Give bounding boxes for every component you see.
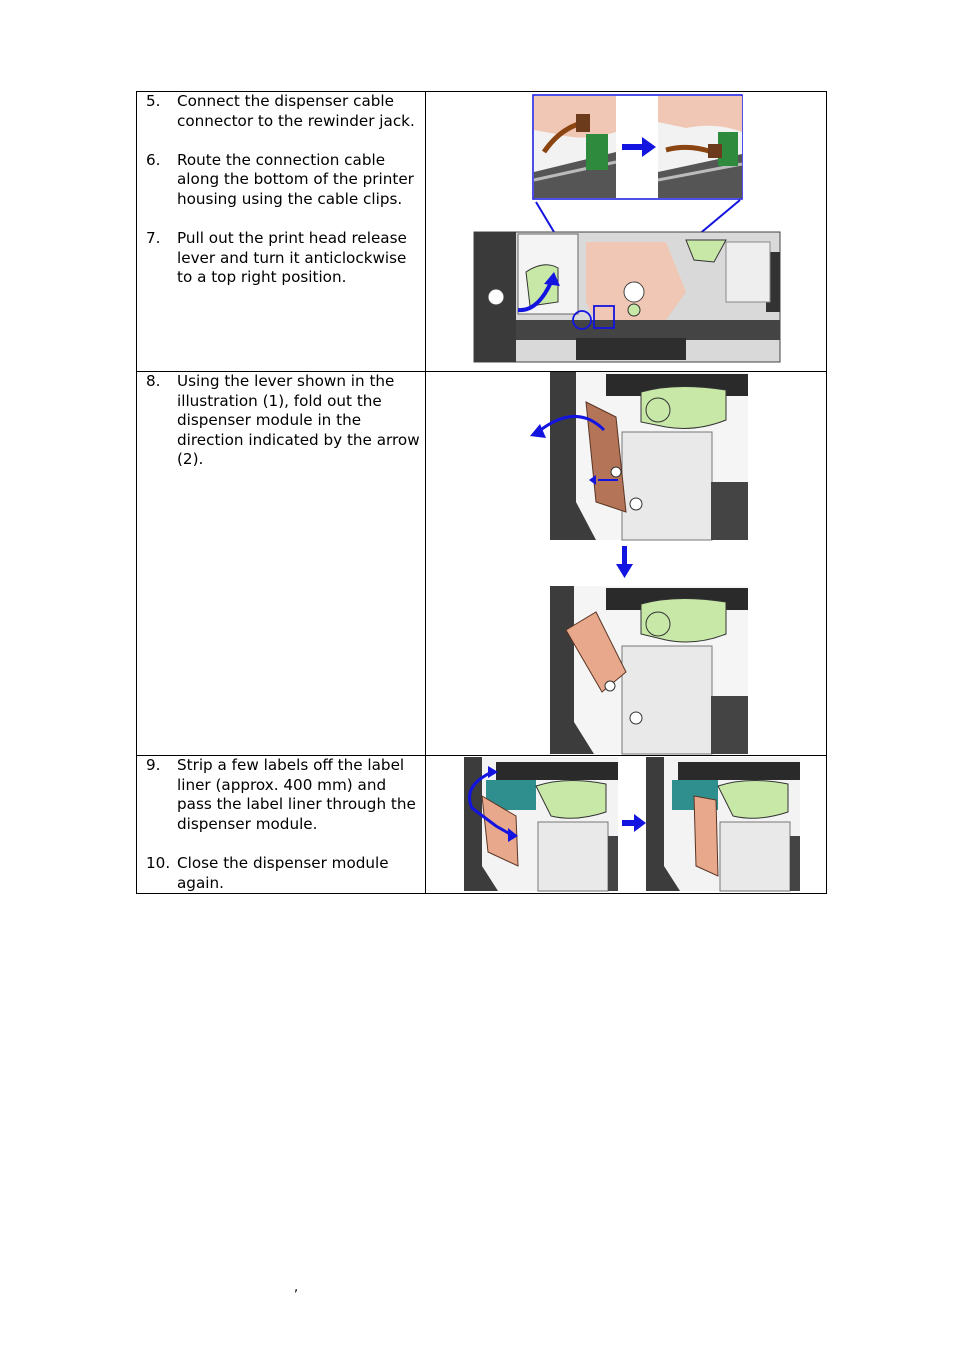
step-number: 8. [146, 372, 161, 390]
step-8 [137, 372, 425, 470]
step-text: Strip a few labels off the label liner (approx. 400 mm) and pass the label liner through the dispenser module. [177, 756, 416, 833]
liner-closed-view [646, 757, 800, 891]
step-number: 7. [146, 229, 161, 248]
illustration-cell-1 [426, 92, 827, 372]
step-number: 6. [146, 150, 161, 169]
footer-mark: , [294, 1280, 299, 1295]
step-7 [137, 229, 425, 288]
steps-9-10-cell [137, 756, 426, 894]
step-5 [137, 92, 425, 131]
step-text: Pull out the print head release lever and turn it anticlockwise to a top right position. [177, 229, 407, 287]
step-number: 5. [146, 92, 161, 110]
table-row [137, 92, 827, 372]
label-liner-illustration [426, 756, 825, 893]
illustration-cell-2 [426, 372, 827, 756]
dispenser-closed-view [550, 372, 748, 540]
step-number: 10. [146, 853, 171, 872]
printer-body [474, 232, 780, 362]
instruction-table [136, 91, 827, 894]
step-6 [137, 151, 425, 210]
step-number: 9. [146, 756, 161, 774]
table-row [137, 756, 827, 894]
step-9 [137, 756, 425, 834]
arrow-down-icon [616, 546, 633, 578]
dispenser-open-view [550, 586, 748, 754]
steps-5-7-cell [137, 92, 426, 372]
step-10 [137, 854, 425, 893]
step-text: Route the connection cable along the bottom of the printer housing using the cable clips. [177, 150, 414, 208]
step-8-cell [137, 372, 426, 756]
liner-feed-view [464, 757, 618, 891]
step-text: Connect the dispenser cable connector to the rewinder jack. [177, 92, 415, 130]
arrow-right-icon [622, 814, 646, 832]
dispenser-foldout-illustration [426, 372, 825, 755]
step-text: Close the dispenser module again. [177, 853, 389, 892]
cable-connection-illustration [426, 92, 825, 371]
step-text: Using the lever shown in the illustration (1), fold out the dispenser module in the direction indicated by the arrow (2). [177, 372, 420, 469]
illustration-cell-3 [426, 756, 827, 894]
table-row [137, 372, 827, 756]
